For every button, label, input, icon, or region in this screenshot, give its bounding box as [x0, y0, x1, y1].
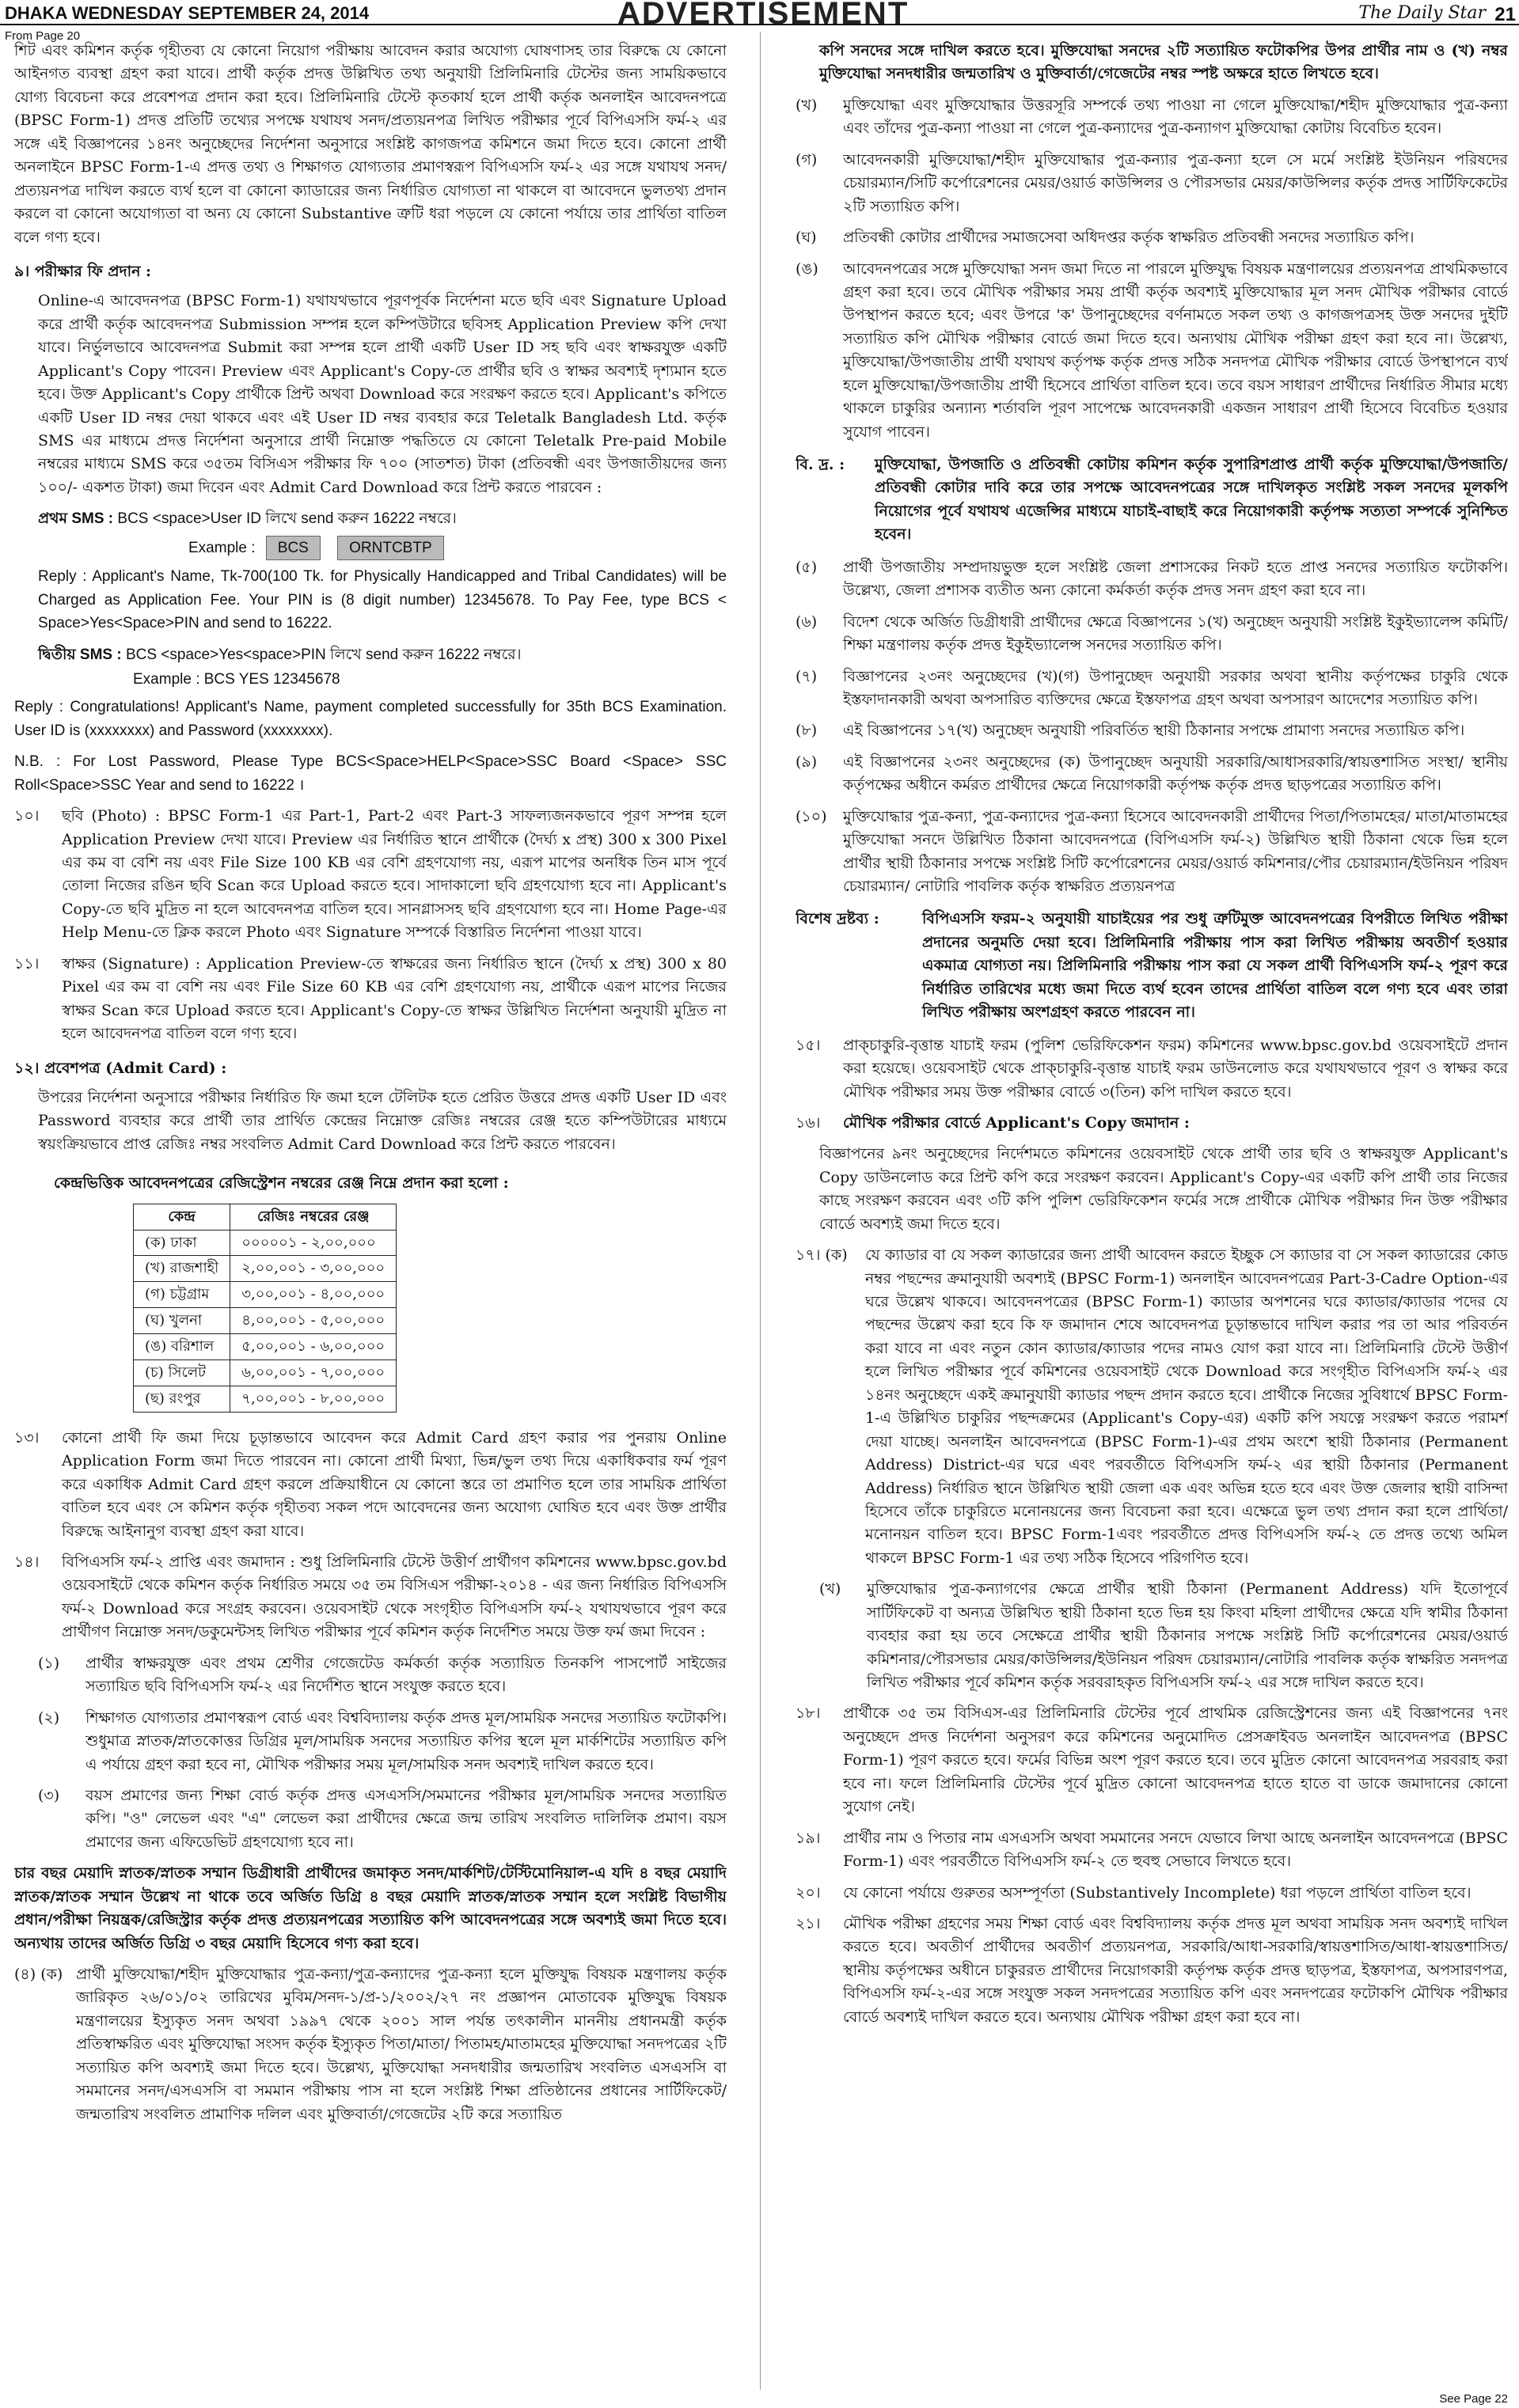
registration-range-table: [133, 1204, 397, 1413]
list-item-text: প্রার্থী উপজাতীয় সম্প্রদায়ভুক্ত হলে সংশ্লিষ্ট জেলা প্রশাসকের নিকট হতে প্রাপ্ত সনদের সত্যায়িত ফটোকপি। উল্লেখ্য, জেলা প্রশাসক ব্যতীত অন্য কোনো কর্মকর্তা কর্তৃক প্রদত্ত সনদ গ্রহণ করা হবে না।: [843, 558, 1508, 600]
list-item: [796, 149, 1508, 218]
section-19: [796, 1827, 1508, 1874]
see-page-link[interactable]: See Page 22: [1439, 2392, 1508, 2406]
sms-1-text: BCS <space>User ID লিখে send করুন 16222 নম্বরে।: [117, 510, 457, 528]
section-12-title: ১২। প্রবেশপত্র (Admit Card) :: [14, 1059, 227, 1077]
section-13-num: ১৩।: [14, 1428, 40, 1447]
list-item: [796, 719, 1508, 742]
list-item-num: (গ): [796, 150, 818, 169]
table-row: [134, 1282, 397, 1308]
sms-2: [38, 643, 727, 666]
section-title: ADVERTISEMENT: [617, 0, 910, 31]
section-19-num: ১৯।: [796, 1829, 821, 1847]
example-label: Example :: [188, 539, 256, 556]
reply-1: Reply : Applicant's Name, Tk-700(100 Tk. for Physically Handicapped and Tribal Candidates) will be Charged as Application Fee. Your PIN is (8 digit number) 12345678. To Pay Fee, type BCS < Space>Yes<Space>PIN and send to 16222.: [38, 568, 727, 632]
list-item-num: (৪) (ক): [14, 1966, 63, 1983]
special-label: বিশেষ দ্রষ্টব্য :: [796, 910, 879, 928]
section-18-num: ১৮।: [796, 1705, 821, 1723]
section-15-body: প্রাক্চাকুরি-বৃত্তান্ত যাচাই ফরম (পুলিশ ভেরিফিকেশন ফরম) কমিশনের www.bpsc.gov.bd ওয়েবসাইটে প্রদান করা হয়েছে। ওয়েবসাইট থেকে প্রাক্চাকুরি-বৃত্তান্ত যাচাই ফরম ডাউনলোড করে যথাযথভাবে পূরণ ও স্বাক্ষর করে মৌখিক পরীক্ষার সময় উক্ত পরীক্ষার বোর্ডে ৩(তিন) কপি দাখিল করতে হবে।: [843, 1036, 1508, 1101]
bd-note: [796, 453, 1508, 547]
section-16-body: বিজ্ঞাপনের ৯নং অনুচ্ছেদের নির্দেশমতে কমিশনের ওয়েবসাইট থেকে প্রার্থী তার ছবি ও স্বাক্ষরযুক্ত Applicant's Copy ডাউনলোড করে প্রিন্ট কপি করে সংরক্ষণ করবেন। Applicant's Copy-এর একটি কপি প্রার্থী তার নিজের কাছে সংরক্ষণ করবেন এবং ৩টি কপি পুলিশ ভেরিফিকেশন ফর্মের সঙ্গে প্রার্থীকে মৌখিক পরীক্ষার দিন উক্ত পরীক্ষার বোর্ডে অবশ্যই জমা দিতে হবে।: [819, 1145, 1508, 1233]
list-item-text: প্রতিবন্ধী কোটার প্রার্থীদের সমাজসেবা অধিদপ্তর কর্তৃক স্বাক্ষরিত প্রতিবন্ধী সনদের সত্যায়িত কপি।: [843, 229, 1415, 247]
section-13: [14, 1427, 727, 1543]
list-item: [796, 611, 1508, 658]
section-10-num: ১০।: [14, 807, 40, 825]
section-18-body: প্রার্থীকে ৩৫ তম বিসিএস-এর প্রিলিমিনারি টেস্টের পূর্বে প্রাথমিক রেজিস্ট্রেশনের জন্য এই বিজ্ঞাপনের ৭নং অনুচ্ছেদে প্রদত্ত নির্দেশনা অনুসরণ করে কমিশনের অনুমোদিত প্রেসক্রাইবড অনলাইন আবেদনপত্র (BPSC Form-1) পূরণ করতে হবে। ফর্মের বিভিন্ন অংশ পূরণ করতে হবে। তবে মুদ্রিত কোনো আবেদনপত্র সরবরাহ করা হবে না। ফলে প্রিলিমিনারি টেস্টের পূর্বে মুদ্রিত কোনো আবেদনপত্র হাতে হাতে বা ডাকে জমাদানের কোনো সুযোগ নেই।: [843, 1705, 1508, 1816]
section-10-body: ছবি (Photo) : BPSC Form-1 এর Part-1, Part-2 এবং Part-3 সাফল্যজনকভাবে পূরণ সম্পন্ন হলে Application Preview দেখা যাবে। Preview এর নির্ধারিত স্থানে প্রার্থীকে (দৈর্ঘ্য x প্রস্থ) 300 x 300 Pixel এর কম বা বেশি নয় এবং File Size 100 KB এর বেশি গ্রহণযোগ্য নয়, এরূপ মাপের অনধিক তিন মাস পূর্বে তোলা নিজের রঙিন ছবি Scan করে Upload করতে হবে। সাদাকালো ছবি গ্রহণযোগ্য হবে না। Applicant's Copy-তে ছবি মুদ্রিত না হলে আবেদনপত্র বাতিল হবে। সানগ্লাসসহ ছবি গ্রহণযোগ্য হবে না। Home Page-এর Help Menu-তে ক্লিক করলে Photo এবং Signature সম্পর্কে বিস্তারিত নির্দেশনা পাওয়া যাবে।: [62, 807, 727, 942]
table-header-row: [134, 1204, 397, 1230]
right-column: [796, 40, 1508, 2388]
section-20: [796, 1882, 1508, 1905]
list-item-num: (৮): [796, 722, 818, 740]
list-item-text: শিক্ষাগত যোগ্যতার প্রমাণস্বরূপ বোর্ড এবং বিশ্ববিদ্যালয় কর্তৃক প্রদত্ত মূল/সাময়িক সনদের সত্যায়িত ফটোকপি। শুধুমাত্র স্নাতক/স্নাতকোত্তর ডিগ্রির মূল/সাময়িক সনদের সত্যায়িত কপির স্থলে মূল মার্কশিটের সত্যায়িত কপি এ পর্যায়ে গ্রহণ করা হবে না, মৌখিক পরীক্ষার সময় মূল/সাময়িক সনদ অবশ্যই দাখিল করতে হবে।: [85, 1708, 727, 1773]
sms-1-label: প্রথম SMS :: [38, 510, 114, 528]
list-item-num: (২): [38, 1708, 60, 1727]
section-12-body: উপরের নির্দেশনা অনুসারে পরীক্ষার নির্ধারিত ফি জমা হলে টেলিটক হতে প্রেরিত উত্তরে প্রদত্ত একটি User ID এবং Password ব্যবহার করে প্রার্থী তার প্রার্থিত কেন্দ্রের নিম্নোক্ত রেজিঃ নম্বরের রেঞ্জ হতে কম্পিউটারের মাধ্যমে স্বয়ংক্রিয়ভাবে প্রাপ্ত রেজিঃ নম্বর সংবলিত Admit Card Download করে প্রিন্ট করতে পারবেন।: [38, 1088, 727, 1153]
list-item: [796, 751, 1508, 798]
left-column: [14, 40, 727, 2388]
sms-1: [38, 507, 727, 530]
table-cell: ৩,০০,০০১ - ৪,০০,০০০: [230, 1282, 397, 1308]
list-item-text: বিজ্ঞাপনের ২৩নং অনুচ্ছেদের (খ)(গ) উপানুচ্ছেদ অনুযায়ী সরকার অথবা স্থানীয় কর্তৃপক্ষের চাকুরি থেকে ইস্তফাদানকারী অথবা অপসারিত ব্যক্তিদের ক্ষেত্রে ইস্তফাপত্র গ্রহণ অথবা অপসারণ আদেশের সত্যায়িত কপি।: [843, 667, 1508, 708]
section-9-title: ৯। পরীক্ষার ফি প্রদান :: [14, 262, 152, 280]
list-item: [14, 1963, 727, 2126]
list-item: [796, 94, 1508, 141]
special-note: [796, 908, 1508, 1024]
list-item-num: (৭): [796, 667, 818, 685]
list-item-text: আবেদনপত্রের সঙ্গে মুক্তিযোদ্ধা সনদ জমা দিতে না পারলে মুক্তিযুদ্ধ বিষয়ক মন্ত্রণালয়ের প্রত্যয়নপত্র প্রাথমিকভাবে গ্রহণ করা হবে। তবে মৌখিক পরীক্ষার সময় প্রার্থী কর্তৃক অবশ্যই মুক্তিযোদ্ধার মূল সনদ মৌখিক পরীক্ষার বোর্ডে উপস্থাপন করতে হবে; এবং উপরে 'ক' উপানুচ্ছেদের বর্ণনামতে সকল তথ্য ও কাগজপত্রসহ উক্ত সনদের দুইটি সত্যায়িত কপি মৌখিক পরীক্ষার বোর্ডে জমা দিতে হবে। অন্যথায় মৌখিক পরীক্ষা গ্রহণ করা হবে না। উল্লেখ্য, মুক্তিযোদ্ধা/উপজাতীয় প্রার্থী যথাযথ কর্তৃপক্ষ কর্তৃক প্রদত্ত সঠিক সনদপত্র মৌখিক পরীক্ষার বোর্ডে উপস্থাপনে ব্যর্থ হলে মুক্তিযোদ্ধা/উপজাতীয় প্রার্থী হিসেবে প্রার্থিতা বাতিল হবে। তবে বয়স সাধারণ প্রার্থীদের নির্ধারিত সীমার মধ্যে থাকলে চাকুরির অন্যান্য শর্তাবলি পূরণ সাপেক্ষে আবেদনকারী একজন সাধারণ প্রার্থী হিসেবে বিবেচিত হওয়ার সুযোগ পাবেন।: [843, 260, 1508, 441]
list-item-num: (৯): [796, 753, 818, 771]
list-item-num: (১০): [796, 807, 827, 825]
section-14: [14, 1551, 727, 1644]
table-row: [134, 1230, 397, 1256]
table-row: [134, 1334, 397, 1360]
table-cell: ৫,০০,০০১ - ৬,০০,০০০: [230, 1334, 397, 1360]
table-row: [134, 1308, 397, 1334]
table-cell: (খ) রাজশাহী: [134, 1256, 230, 1282]
list-item-text: প্রার্থীর স্বাক্ষরযুক্ত এবং প্রথম শ্রেণীর গেজেটেড কর্মকর্তা কর্তৃক সত্যায়িত তিনকপি পাসপোর্ট সাইজের সত্যায়িত ছবি বিপিএসসি ফর্ম-২ এর নির্দেশিত স্থানে সংযুক্ত করতে হবে।: [85, 1654, 727, 1696]
section-16-num: ১৬।: [796, 1113, 821, 1132]
section-14-num: ১৪।: [14, 1553, 40, 1571]
section-17b: [819, 1578, 1508, 1694]
section-17-body: যে ক্যাডার বা যে সকল ক্যাডারের জন্য প্রার্থী আবেদন করতে ইচ্ছুক সে ক্যাডার বা সে সকল ক্যাডারের কোড নম্বর পছন্দের ক্রমানুযায়ী অবশ্যই (BPSC Form-1) অনলাইন আবেদনপত্রের Part-3-Cadre Option-এর ঘরে উল্লেখ থাকবে। আবেদনপত্রের (BPSC Form-1) ক্যাডার অপশনের ঘরে ক্যাডার/ক্যাডার পদের যে পছন্দের উল্লেখ করা হবে কি ফ জমাদান শেষে আবেদনপত্র চূড়ান্তভাবে দাখিল করার পর তা আর পরিবর্তন করা যাবে না এবং নতুন কোন ক্যাডার/ক্যাডার পদের নামও যোগ করা যাবে না। প্রিলিমিনারি টেস্টে উত্তীর্ণ হলে লিখিত পরীক্ষার পূর্বে কমিশনের ওয়েবসাইট থেকে Download করে সংগৃহীত বিপিএসসি ফর্ম-২ এর ১৪নং অনুচ্ছেদে একই ক্রমানুযায়ী ক্যাডার পছন্দ প্রদান করতে হবে। প্রার্থীকে নিজের সুবিধার্থে BPSC Form-1-এ উল্লিখিত চাকুরির পছন্দক্রমের (Applicant's Copy-এর) একটি কপি সযত্নে সংরক্ষণ করতে পরামর্শ দেয়া যাচ্ছে। অনলাইন আবেদনপত্রে (BPSC Form-1)-এর প্রথম অংশে স্থায়ী ঠিকানার (Permanent Address) District-এর ঘরে এবং পরবর্তীতে বিপিএসসি ফর্ম-২ এর স্থায়ী ঠিকানার (Permanent Address) নির্ধারিত স্থানে উল্লিখিত স্থায়ী জেলা এক এবং অভিন্ন হতে হবে এবং উক্ত জেলার স্থায়ী বাসিন্দা হিসেবে তাঁকে চাকুরিতে মনোনয়নের জন্য বিবেচনা করা হবে। এক্ষেত্রে ভুল তথ্য প্রদান করা হলে প্রার্থিতা/মনোনয়ন বাতিল হবে। BPSC Form-1এবং পরবর্তীতে প্রদত্ত বিপিএসসি ফর্ম-২ তে প্রদত্ত তথ্যে অমিল থাকলে BPSC Form-1 এর তথ্য সঠিক হিসেবে পরিগণিত হবে।: [865, 1246, 1508, 1567]
special-text: বিপিএসসি ফরম-২ অনুযায়ী যাচাইয়ের পর শুধু ত্রুটিমুক্ত আবেদনপত্রের বিপরীতে লিখিত পরীক্ষা প্রদানের অনুমতি দেয়া হবে। প্রিলিমিনারি পরীক্ষায় পাস করা লিখিত পরীক্ষায় অবতীর্ণ হওয়ার একমাত্র যোগ্যতা নয়। প্রিলিমিনারি পরীক্ষায় পাস করা যে সকল প্রার্থী বিপিএসসি ফর্ম-২ পূরণ করে নির্ধারিত তারিখের মধ্যে জমা দিতে ব্যর্থ হবেন তাদের প্রার্থিতা বাতিল বলে গণ্য হবে এবং তারা লিখিত পরীক্ষায় অংশগ্রহণ করতে পারবেন না।: [922, 910, 1508, 1022]
section-17: [796, 1244, 1508, 1570]
table-cell: (ক) ঢাকা: [134, 1230, 230, 1256]
list-item: [38, 1652, 727, 1699]
list-item: [796, 806, 1508, 899]
bd-text: মুক্তিযোদ্ধা, উপজাতি ও প্রতিবন্ধী কোটায় কমিশন কর্তৃক সুপারিশপ্রাপ্ত প্রার্থী কর্তৃক মুক্তিযোদ্ধা/উপজাতি/প্রতিবন্ধী কোটার দাবি করে তার সপক্ষে আবেদনপত্রের সঙ্গে দাখিলকৃত সংশ্লিষ্ট সকল সনদের মূলকপি নিয়োগের পূর্বে যথাযথ এজেন্সির মাধ্যমে যাচাই-বাছাই করে নিয়োগকারী কর্তৃপক্ষ সত্যতা সম্পর্কে সুনিশ্চিত হবেন।: [875, 456, 1508, 544]
masthead: [0, 0, 1519, 31]
example-row: [188, 536, 727, 560]
section-13-body: কোনো প্রার্থী ফি জমা দিয়ে চূড়ান্তভাবে আবেদন করে Admit Card গ্রহণ করার পর পুনরায় Online Application Form জমা দিতে পারবেন না। কোনো প্রার্থী মিথ্যা, ভিন্ন/ভুল তথ্য দিয়ে একাধিকবার ফর্ম পূরণ করে একাধিক Admit Card গ্রহণ করলে প্রক্রিয়াধীনে যে কোনো স্তরে তা প্রমাণিত হলে তার সাময়িক প্রার্থিতা বাতিল হবে এবং সে কমিশন কর্তৃক গৃহীতব্য সকল পদে আবেদনের জন্য অযোগ্য ঘোষিত হবে এবং উক্ত প্রার্থীর বিরুদ্ধে আইনানুগ ব্যবস্থা গ্রহণ করা যাবে।: [62, 1428, 727, 1540]
section-16-title: মৌখিক পরীক্ষার বোর্ডে Applicant's Copy জমাদান :: [843, 1113, 1190, 1132]
table-row: [134, 1360, 397, 1386]
section-21-body: মৌখিক পরীক্ষা গ্রহণের সময় শিক্ষা বোর্ড এবং বিশ্ববিদ্যালয় কর্তৃক প্রদত্ত মূল অথবা সাময়িক সনদ অবশ্যই দাখিল করতে হবে। অবতীর্ণ প্রার্থীদের অবতীর্ণ প্রত্যয়নপত্র, সরকারি/আধা-সরকারি/স্বায়ত্তশাসিত/আধা-স্বায়ত্তশাসিত/স্থানীয় কর্তৃপক্ষের অধীনে চাকুররত প্রার্থীদের নিয়োগকারী কর্তৃপক্ষ কর্তৃক প্রদত্ত ছাড়পত্র, ইস্তফাপত্র, অপসারণপত্র, বিপিএসসি ফর্ম-২-এর সঙ্গে সংযুক্ত সকল সনদপত্রের সত্যায়িত কপি এবং সনদপত্রের ফটোকপি মৌখিক পরীক্ষার বোর্ডে অবশ্যই দাখিল করতে হবে। অন্যথায় মৌখিক পরীক্ষা গ্রহণ করা হবে না।: [843, 1914, 1508, 2026]
section-15: [796, 1034, 1508, 1104]
section-17b-body: মুক্তিযোদ্ধার পুত্র-কন্যাগণের ক্ষেত্রে প্রার্থীর স্থায়ী ঠিকানা (Permanent Address) যদি ইতোপূর্বে সার্টিফিকেট বা অন্যত্র উল্লিখিত স্থায়ী ঠিকানা হতে ভিন্ন হয় কিংবা মহিলা প্রার্থীদের ক্ষেত্রে যদি স্বামীর ঠিকানা ব্যবহার করা হয় তবে সেক্ষেত্রে প্রার্থীর স্থায়ী ঠিকানার সপক্ষে সংশ্লিষ্ট সিটি কর্পোরেশনের মেয়র/ওয়ার্ড কমিশনার/পৌরসভার মেয়র/কাউন্সিলর/ইউনিয়ন পরিষদ চেয়ারম্যান/নোটারি পাবলিক কর্তৃক স্বাক্ষরিত সনদপত্র লিখিত পরীক্ষার পূর্বে কমিশন কর্তৃক সরবরাহকৃত বিপিএসসি ফর্ম-২ এর সঙ্গে দাখিল করতে হবে।: [867, 1580, 1508, 1691]
sms-2-example: Example : BCS YES 12345678: [133, 670, 340, 688]
list-item-num: (৬): [796, 612, 818, 631]
table-cell: (ছ) রংপুর: [134, 1386, 230, 1412]
section-21: [796, 1913, 1508, 2029]
list-item-text: আবেদনকারী মুক্তিযোদ্ধা/শহীদ মুক্তিযোদ্ধার পুত্র-কন্যার পুত্র-কন্যা হলে সে মর্মে সংশ্লিষ্ট ইউনিয়ন পরিষদের চেয়ারম্যান/সিটি কর্পোরেশনের মেয়র/ওয়ার্ড কাউন্সিলর ও পৌরসভার মেয়র/কাউন্সিলর কর্তৃক প্রদত্ত সার্টিফিকেটের ২টি সত্যায়িত কপি।: [843, 150, 1508, 215]
list-item: [796, 556, 1508, 603]
from-page-link[interactable]: From Page 20: [5, 29, 81, 43]
section-14-extra: চার বছর মেয়াদি স্নাতক/স্নাতক সম্মান ডিগ্রীধারী প্রার্থীদের জমাকৃত সনদ/মার্কশিট/টেস্টিমোনিয়াল-এ যদি ৪ বছর মেয়াদি স্নাতক/স্নাতক সম্মান উল্লেখ না থাকে তবে অর্জিত ডিগ্রি ৪ বছর মেয়াদি স্নাতক/স্নাতক সম্মান হলে সংশ্লিষ্ট বিভাগীয় প্রধান/পরীক্ষা নিয়ন্ত্রক/রেজিস্ট্রার কর্তৃক প্রদত্ত প্রত্যয়নপত্রের সত্যায়িত কপি আবেদনপত্রের সঙ্গে অবশ্যই জমা দিতে হবে। অন্যথায় তাদের অর্জিত ডিগ্রি ৩ বছর মেয়াদি হিসেবে গণ্য করা হবে।: [14, 1864, 727, 1952]
list-item-text: প্রার্থী মুক্তিযোদ্ধা/শহীদ মুক্তিযোদ্ধার পুত্র-কন্যা/পুত্র-কন্যাদের পুত্র-কন্যা হলে মুক্তিযুদ্ধ বিষয়ক মন্ত্রণালয় কর্তৃক জারিকৃত ২৬/০১/০২ তারিখের মুবিম/সনদ-১/প্র-১/২০০২/২৭ নং প্রজ্ঞাপন মোতাবেক মুক্তিযুদ্ধ বিষয়ক মন্ত্রণালয়ের ইস্যুকৃত সনদ অথবা ১৯৯৭ থেকে ২০০১ সাল পর্যন্ত তৎকালীন মাননীয় প্রধানমন্ত্রী কর্তৃক প্রতিস্বাক্ষরিত এবং মুক্তিযোদ্ধা সংসদ কর্তৃক ইস্যুকৃত পিতা/মাতা/ পিতামহ/মাতামহের মুক্তিযোদ্ধা সনদপত্রের ২টি সত্যায়িত কপি অবশ্যই জমা দিতে হবে। উল্লেখ্য, মুক্তিযোদ্ধা সনদধারীর জন্মতারিখ সংবলিত এসএসসি বা সমমানের সনদ/এসএসসি বা সমমান পরীক্ষায় পাস না হলে সংশ্লিষ্ট শিক্ষা প্রতিষ্ঠানের প্রধানের সার্টিফিকেট/জন্মতারিখ সংবলিত প্রামাণিক দলিল এবং মুক্তিবার্তা/গেজেটের ২টি করে সত্যায়িত: [76, 1966, 727, 2123]
section-16: [796, 1112, 1508, 1135]
table-cell: (গ) চট্টগ্রাম: [134, 1282, 230, 1308]
reply-2: Reply : Congratulations! Applicant's Name, payment completed successfully for 35th BCS Examination. User ID is (xxxxxxxx) and Password (xxxxxxxx).: [14, 699, 727, 739]
section-20-num: ২০।: [796, 1883, 821, 1902]
column-divider: [760, 32, 761, 2390]
list-item-num: (ঘ): [796, 229, 817, 247]
sms-2-label: দ্বিতীয় SMS :: [38, 646, 122, 663]
table-header: কেন্দ্র: [134, 1204, 230, 1230]
section-17b-num: (খ): [819, 1580, 841, 1598]
list-item: [796, 666, 1508, 712]
example-box-code: ORNTCBTP: [337, 536, 444, 560]
table-cell: ০০০০০১ - ২,০০,০০০: [230, 1230, 397, 1256]
list-item-text: মুক্তিযোদ্ধার পুত্র-কন্যা, পুত্র-কন্যাদের পুত্র-কন্যা হিসেবে আবেদনকারী প্রার্থীদের পিতা/পিতামহের/ মাতা/মাতামহের মুক্তিযোদ্ধা সনদে উল্লিখিত ঠিকানা আবেদনপত্রে (বিপিএসসি ফর্ম-২) উল্লিখিত স্থায়ী ঠিকানা থেকে ভিন্ন হলে প্রার্থীর স্থায়ী ঠিকানার সপক্ষে সংশ্লিষ্ট সিটি কর্পোরেশনের মেয়র/ওয়ার্ড কমিশনার/পৌর চেয়ারম্যান/ইউনিয়ন পরিষদ চেয়ারম্যান/ নোটারি পাবলিক কর্তৃক স্বাক্ষরিত প্রত্যয়নপত্র: [843, 807, 1508, 895]
table-cell: (ঘ) খুলনা: [134, 1308, 230, 1334]
range-heading: কেন্দ্রভিত্তিক আবেদনপত্রের রেজিস্ট্রেশন নম্বরের রেঞ্জ নিম্নে প্রদান করা হলো :: [54, 1174, 509, 1193]
table-row: [134, 1386, 397, 1412]
table-cell: (চ) সিলেট: [134, 1360, 230, 1386]
section-11-num: ১১।: [14, 954, 40, 973]
list-item-num: (ঙ): [796, 260, 818, 278]
sms-2-text: BCS <space>Yes<space>PIN লিখে send করুন 16222 নম্বরে।: [125, 646, 522, 663]
section-19-body: প্রার্থীর নাম ও পিতার নাম এসএসসি অথবা সমমানের সনদে যেভাবে লিখা আছে অনলাইন আবেদনপত্রে (BPSC Form-1) এবং পরবর্তীতে বিপিএসসি ফর্ম-২ তে হুবহু সেভাবে লিখতে হবে।: [843, 1829, 1508, 1871]
masthead-date: DHAKA WEDNESDAY SEPTEMBER 24, 2014: [5, 3, 370, 23]
table-row: [134, 1256, 397, 1282]
list-item: [796, 258, 1508, 445]
section-17-num: ১৭। (ক): [796, 1246, 848, 1265]
list-item-num: (১): [38, 1654, 60, 1672]
list-item: [796, 226, 1508, 249]
list-item-text: বিদেশ থেকে অর্জিত ডিগ্রীধারী প্রার্থীদের ক্ষেত্রে বিজ্ঞাপনের ১(খ) অনুচ্ছেদ অনুযায়ী সংশ্লিষ্ট ইকুইভ্যালেন্স কমিটি/শিক্ষা মন্ত্রণালয় কর্তৃক প্রদত্ত ইকুইভ্যালেন্স সনদের সত্যায়িত কপি।: [843, 612, 1508, 654]
section-15-num: ১৫।: [796, 1036, 821, 1054]
list-item-num: (খ): [796, 96, 818, 114]
table-cell: ৪,০০,০০১ - ৫,০০,০০০: [230, 1308, 397, 1334]
table-cell: (ঙ) বরিশাল: [134, 1334, 230, 1360]
section-11-body: স্বাক্ষর (Signature) : Application Preview-তে স্বাক্ষরের জন্য নির্ধারিত স্থানে (দৈর্ঘ্য x প্রস্থ) 300 x 80 Pixel এর কম বা বেশি নয় এবং File Size 60 KB এর বেশি গ্রহণযোগ্য নয়, প্রার্থীকে এরূপ মাপের নিজের স্বাক্ষর Scan করে Upload করতে হবে। Applicant's Copy-তে স্বাক্ষর উল্লিখিত নির্দেশনা অনুযায়ী মুদ্রিত না হলে আবেদনপত্র বাতিল বলে গণ্য হবে।: [62, 954, 727, 1043]
table-cell: ৭,০০,০০১ - ৮,০০,০০০: [230, 1386, 397, 1412]
page-number: 21: [1494, 4, 1516, 25]
list-item-num: (৩): [38, 1786, 60, 1804]
list-item-text: এই বিজ্ঞাপনের ২৩নং অনুচ্ছেদের (ক) উপানুচ্ছেদ অনুযায়ী সরকারি/আধাসরকারি/স্বায়ত্তশাসিত সংস্থা/ স্থানীয় কর্তৃপক্ষের অধীনে কর্মরত প্রার্থীদের ক্ষেত্রে নিয়োগকারী কর্তৃপক্ষ কর্তৃক প্রদত্ত ছাড়পত্রের সত্যায়িত কপি।: [843, 753, 1508, 794]
table-header: রেজিঃ নম্বরের রেঞ্জ: [230, 1204, 397, 1230]
intro-paragraph: শিট এবং কমিশন কর্তৃক গৃহীতব্য যে কোনো নিয়োগ পরীক্ষায় আবেদন করার অযোগ্য ঘোষণাসহ তার বিরুদ্ধে যে কোনো আইনগত ব্যবস্থা গ্রহণ করা যাবে। প্রার্থী কর্তৃক প্রদত্ত উল্লিখিত তথ্য অনুযায়ী প্রিলিমিনারি টেস্টের জন্য সাময়িকভাবে যোগ্য বিবেচনা করে প্রবেশপত্র প্রদান করা হবে। প্রিলিমিনারি টেস্টে কৃতকার্য হলে প্রার্থী কর্তৃক অনলাইন আবেদনপত্রে (BPSC Form-1) প্রদত্ত প্রতিটি তথ্যের সপক্ষে যথাযথ সনদ/প্রত্যয়নপত্র লিখিত পরীক্ষার পূর্বে বিপিএসসি ফর্ম-২ এর সঙ্গে এই বিজ্ঞাপনের ১৪নং অনুচ্ছেদের নির্দেশনা অনুসারে সংশ্লিষ্ট কাগজপত্র কমিশনে জমা দিতে হবে। কোনো প্রার্থী অনলাইনে BPSC Form-1-এ প্রদত্ত তথ্য ও শিক্ষাগত যোগ্যতার প্রমাণস্বরূপ বিপিএসসি ফর্ম-২ এর সঙ্গে যথাযথ সনদ/প্রত্যয়নপত্র দাখিল করতে ব্যর্থ হলে বা কোনো ক্যাডারের জন্য নির্ধারিত যোগ্যতা না থাকলে বা আবেদনে ভুলতথ্য প্রদান করলে বা কোনো অযোগ্যতা বা অন্য যে কোনো Substantive ত্রুটি ধরা পড়লে যে কোনো পর্যায়ে তার প্রার্থিতা বাতিল বলে গণ্য হবে।: [14, 42, 727, 246]
list-item-text: মুক্তিযোদ্ধা এবং মুক্তিযোদ্ধার উত্তরসূরি সম্পর্কে তথ্য পাওয়া না গেলে মুক্তিযোদ্ধা/শহীদ মুক্তিযোদ্ধার পুত্র-কন্যা এবং তাঁদের পুত্র-কন্যা পাওয়া না গেলে পুত্র-কন্যাদের পুত্র-কন্যাগণ মুক্তিযোদ্ধা কোটায় বিবেচিত হবেন।: [843, 96, 1508, 138]
list-item: [38, 1784, 727, 1854]
section-21-num: ২১।: [796, 1914, 821, 1932]
bd-label: বি. দ্র. :: [796, 456, 845, 473]
list-item-text: এই বিজ্ঞাপনের ১৭(খ) অনুচ্ছেদ অনুযায়ী পরিবর্তিত স্থায়ী ঠিকানার সপক্ষে প্রামাণ্য সনদের সত্যায়িত কপি।: [843, 722, 1465, 740]
section-20-body: যে কোনো পর্যায়ে গুরুতর অসম্পূর্ণতা (Substantively Incomplete) ধরা পড়লে প্রার্থিতা বাতিল হবে।: [843, 1883, 1472, 1902]
section-18: [796, 1702, 1508, 1818]
section-9-body: Online-এ আবেদনপত্র (BPSC Form-1) যথাযথভাবে পূরণপূর্বক নির্দেশনা মতে ছবি এবং Signature Upload করে প্রার্থী কর্তৃক আবেদনপত্র Submission সম্পন্ন হলে কম্পিউটারে ছবিসহ Application Preview কপি দেখা যাবে। নির্ভুলভাবে আবেদনপত্র Submit করা সম্পন্ন হলে প্রার্থী একটি User ID সহ ছবি এবং স্বাক্ষরযুক্ত একটি Applicant's Copy পাবেন। Preview এবং Applicant's Copy-তে প্রার্থীর ছবি ও স্বাক্ষর অবশ্যই দৃশ্যমান হতে হবে। উক্ত Applicant's Copy প্রার্থীকে প্রিন্ট অথবা Download করে সংরক্ষণ করতে হবে। Applicant's কপিতে একটি User ID নম্বর দেয়া থাকবে এবং এই User ID নম্বর ব্যবহার করে Teletalk Bangladesh Ltd. কর্তৃক SMS এর মাধ্যমে প্রদত্ত নির্দেশনা অনুসারে প্রার্থী নিম্নোক্ত পদ্ধতিতে যে কোনো Teletalk Pre-paid Mobile নম্বরের মাধ্যমে SMS করে ৩৫তম বিসিএস পরীক্ষার ফি ৭০০ (সাতশত) টাকা (প্রতিবন্ধী এবং উপজাতীয়দের জন্য ১০০/- একশত টাকা) জমা দিবেন এবং Admit Card Download করে প্রিন্ট করতে পারবেন :: [38, 292, 727, 496]
list-item-num: (৫): [796, 558, 818, 576]
list-item: [38, 1707, 727, 1777]
section-14-body: বিপিএসসি ফর্ম-২ প্রাপ্তি এবং জমাদান : শুধু প্রিলিমিনারি টেস্টে উত্তীর্ণ প্রার্থীগণ কমিশনের www.bpsc.gov.bd ওয়েবসাইটে থেকে কমিশন কর্তৃক নির্ধারিত সময়ে ৩৫ তম বিসিএস পরীক্ষা-২০১৪ - এর জন্য নির্ধারিত বিপিএসসি ফর্ম-২ Download করে সংগ্রহ করবেন। ওয়েবসাইট থেকে সংগৃহীত বিপিএসসি ফর্ম-২ যথাযথভাবে পূরণ করে প্রার্থীগণ নিম্নোক্ত সনদ/ডকুমেন্টসহ লিখিত পরীক্ষার পূর্বে কমিশন কর্তৃক নির্দেশিত সময়ে উক্ত ফর্ম জমা দিবেন :: [62, 1553, 727, 1641]
list-item-text: বয়স প্রমাণের জন্য শিক্ষা বোর্ড কর্তৃক প্রদত্ত এসএসসি/সমমানের পরীক্ষার মূল/সাময়িক সনদের সত্যায়িত কপি। "ও" লেভেল এবং "এ" লেভেল করা প্রার্থীদের ক্ষেত্রে জন্ম তারিখ সংবলিত দালিলিক প্রমাণ। বয়স প্রমাণের জন্য এফিডেভিট গ্রহণযোগ্য হবে না।: [85, 1786, 727, 1851]
nb-note: N.B. : For Lost Password, Please Type BCS<Space>HELP<Space>SSC Board <Space> SSC Roll<Space>SSC Year and send to 16222 ।: [14, 753, 727, 794]
table-cell: ২,০০,০০১ - ৩,০০,০০০: [230, 1256, 397, 1282]
paper-name: The Daily Star: [1358, 3, 1486, 23]
example-box-bcs: BCS: [266, 536, 321, 560]
section-10: [14, 805, 727, 945]
section-11: [14, 953, 727, 1046]
table-cell: ৬,০০,০০১ - ৭,০০,০০০: [230, 1360, 397, 1386]
continued-text: কপি সনদের সঙ্গে দাখিল করতে হবে। মুক্তিযোদ্ধা সনদের ২টি সত্যায়িত ফটোকপির উপর প্রার্থীর নাম ও (খ) নম্বর মুক্তিযোদ্ধা সনদধারীর জন্মতারিখ ও মুক্তিবার্তা/গেজেটের নম্বর স্পষ্ট অক্ষরে হাতে লিখতে হবে।: [819, 42, 1508, 83]
